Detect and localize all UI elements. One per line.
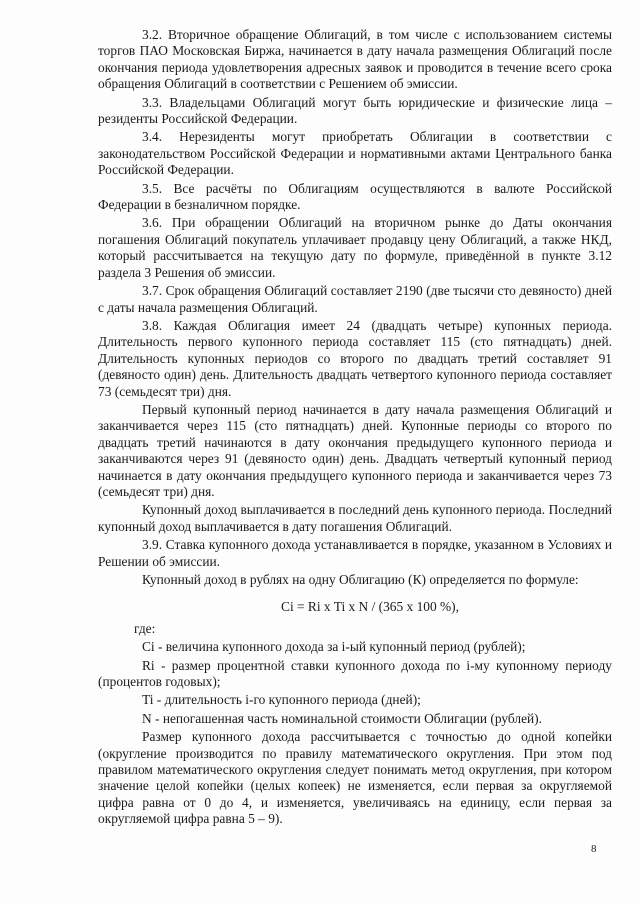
paragraph-3-3: 3.3. Владельцами Облигаций могут быть юридические и физические лица – резиденты Российской Федерации. bbox=[98, 94, 612, 127]
paragraph-3-7: 3.7. Срок обращения Облигаций составляет 2190 (две тысячи сто девяносто) дней с даты начала размещения Облигаций. bbox=[98, 283, 612, 315]
paragraph-3-8: 3.8. Каждая Облигация имеет 24 (двадцать четыре) купонных периода. Длительность первого купонного периода составляет 115 (сто пятнадцать) дней. Длительность купонных периодов со второго по двадцать третий составляет 91 (девяносто один) день. Длительность двадцать четвертого купонного периода составляет 73 (семьдесят три) дня. bbox=[98, 317, 612, 399]
paragraph-3-8-periods: Первый купонный период начинается в дату начала размещения Облигаций и заканчивается через 115 (сто пятнадцать) дней. Купонные периоды со второго по двадцать третий начинаются в дату окончания предыдущего купонного периода и заканчиваются через 91 (девяносто один) день. Двадцать четвертый купонный период начинается в дату окончания предыдущего купонного периода и заканчивается через 73 (семьдесят три) дня. bbox=[98, 401, 612, 499]
paragraph-3-4: 3.4. Нерезиденты могут приобретать Облигации в соответствии с законодательством Российской Федерации и нормативными актами Центрального банка Российской Федерации. bbox=[98, 129, 612, 178]
page-number: 8 bbox=[591, 843, 597, 855]
coupon-formula: Ci = Ri x Ti x N / (365 x 100 %), bbox=[281, 599, 459, 615]
paragraph-3-5: 3.5. Все расчёты по Облигациям осуществляются в валюте Российской Федерации в безналичном порядке. bbox=[98, 180, 612, 213]
definition-ti: Ti - длительность i-го купонного периода (дней); bbox=[142, 692, 421, 708]
paragraph-3-9: 3.9. Ставка купонного дохода устанавливается в порядке, указанном в Условиях и Решении об эмиссии. bbox=[98, 537, 612, 569]
definition-ci: Ci - величина купонного дохода за i-ый купонный период (рублей); bbox=[142, 639, 526, 655]
paragraph-rounding: Размер купонного дохода рассчитывается с точностью до одной копейки (округление производится по правилу математического округления. При этом под правилом математического округления следует понимать метод округления, при котором значение целой копейки (целых копеек) не изменяется, если первая за округляемой цифра равна от 0 до 4, и изменяется, увеличиваясь на единицу, если первая за округляемой цифра равна 5 – 9). bbox=[98, 729, 612, 827]
where-label: где: bbox=[134, 620, 156, 636]
paragraph-3-2: 3.2. Вторичное обращение Облигаций, в том числе с использованием системы торгов ПАО Московская Биржа, начинается в дату начала размещения Облигаций после окончания периода удовлетворения адресных заявок и проводится в течение всего срока обращения Облигаций в соответствии с Решением об эмиссии. bbox=[98, 27, 612, 92]
paragraph-3-8-payment: Купонный доход выплачивается в последний день купонного периода. Последний купонный доход выплачивается в дату погашения Облигаций. bbox=[98, 502, 612, 534]
document-body bbox=[98, 27, 612, 828]
definition-n: N - непогашенная часть номинальной стоимости Облигации (рублей). bbox=[142, 710, 542, 726]
paragraph-3-6: 3.6. При обращении Облигаций на вторичном рынке до Даты окончания погашения Облигаций покупатель уплачивает продавцу цену Облигаций, а также НКД, который рассчитывается на текущую дату по формуле, приведённой в пункте 3.12 раздела 3 Решения об эмиссии. bbox=[98, 215, 612, 280]
paragraph-3-9-formula-intro: Купонный доход в рублях на одну Облигацию (К) определяется по формуле: bbox=[142, 572, 579, 587]
definition-ri: Ri - размер процентной ставки купонного дохода по i-му купонному периоду (процентов годовых); bbox=[98, 657, 612, 690]
